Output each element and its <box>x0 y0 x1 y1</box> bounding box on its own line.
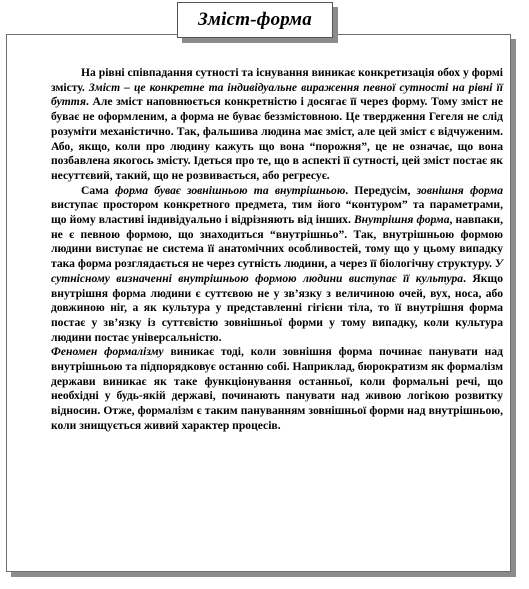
document-body <box>51 66 503 434</box>
text-run: . Передусім, <box>345 183 417 197</box>
title-box <box>177 2 333 38</box>
paragraph-formalism <box>51 345 503 433</box>
text-run: , навпаки, не є певною формою, що знаходиться “внутрішньо”. Так, внутрішньою формою людини виступає не система її анатомічних особливостей, тому що у цьому випадку така форма розглядається не через сутність людини, а через її біологічну структуру. <box>51 213 503 271</box>
text-run-italic: У сутнісному визначенні внутрішньою формою людини виступає її культура <box>51 257 503 285</box>
text-run-italic: Феномен формалізму <box>51 345 164 359</box>
text-run: виникає тоді, коли зовнішня форма починає панувати над внутрішньою та підпорядковує останню собі. Наприклад, бюрократизм як формалізм держави виникає як таке функціонування останньої, коли формальні речі, що необхідні у будь-якій державі, починають панувати над живою логікою розвитку відносин. Отже, формалізм є таким пануванням зовнішньої форми над внутрішньою, коли знищується живий характер процесів. <box>51 345 504 432</box>
text-run: . Якщо внутрішня форма людини є суттєвою не у зв’язку з величиною очей, вух, носа, або довжиною ніг, а як культура у представленні гігієни тіла, то її внутрішня форма постає у зв’язку із суттєвістю зовнішньої форми у тому випадку, коли культура людини постає універсальністю. <box>51 271 504 344</box>
text-run: Сама <box>81 183 115 197</box>
text-run: На рівні співпадання сутності та існування виникає конкретизація обох у формі змісту. <box>51 66 503 94</box>
text-run: . Але зміст наповнюється конкретністю і досягає її через форму. Тому зміст не буває не оформленим, а форма не буває беззмістовною. Це твердження Гегеля не слід розуміти механістично. Так, фальшива людина має зміст, але цей зміст є відчуженим. Або, якщо, коли про людину кажуть що вона “порожня”, це не означає, що вона позбавлена якогось змісту. Ідеться про те, що в аспекті її сутності, цей зміст постає як несуттєвий, такий, що не розвивається, або регресує. <box>51 95 503 182</box>
page-title: Зміст-форма <box>198 9 312 30</box>
text-run-italic: Зміст – це конкретне та індивідуальне вираження певної сутності на рівні її буття <box>51 80 503 109</box>
paragraph-form-types <box>51 184 503 346</box>
text-run-italic: зовнішня форма <box>416 183 504 197</box>
text-run: виступає простором конкретного предмета, тим його “контуром” та параметрами, що йому властиві індивідуально і відрізняють від інших. <box>51 198 503 227</box>
text-run-italic: форма буває зовнішньою та внутрішньою <box>115 183 346 197</box>
text-run-italic: Внутрішня форма <box>353 213 450 227</box>
paragraph-essence-content <box>51 66 503 184</box>
